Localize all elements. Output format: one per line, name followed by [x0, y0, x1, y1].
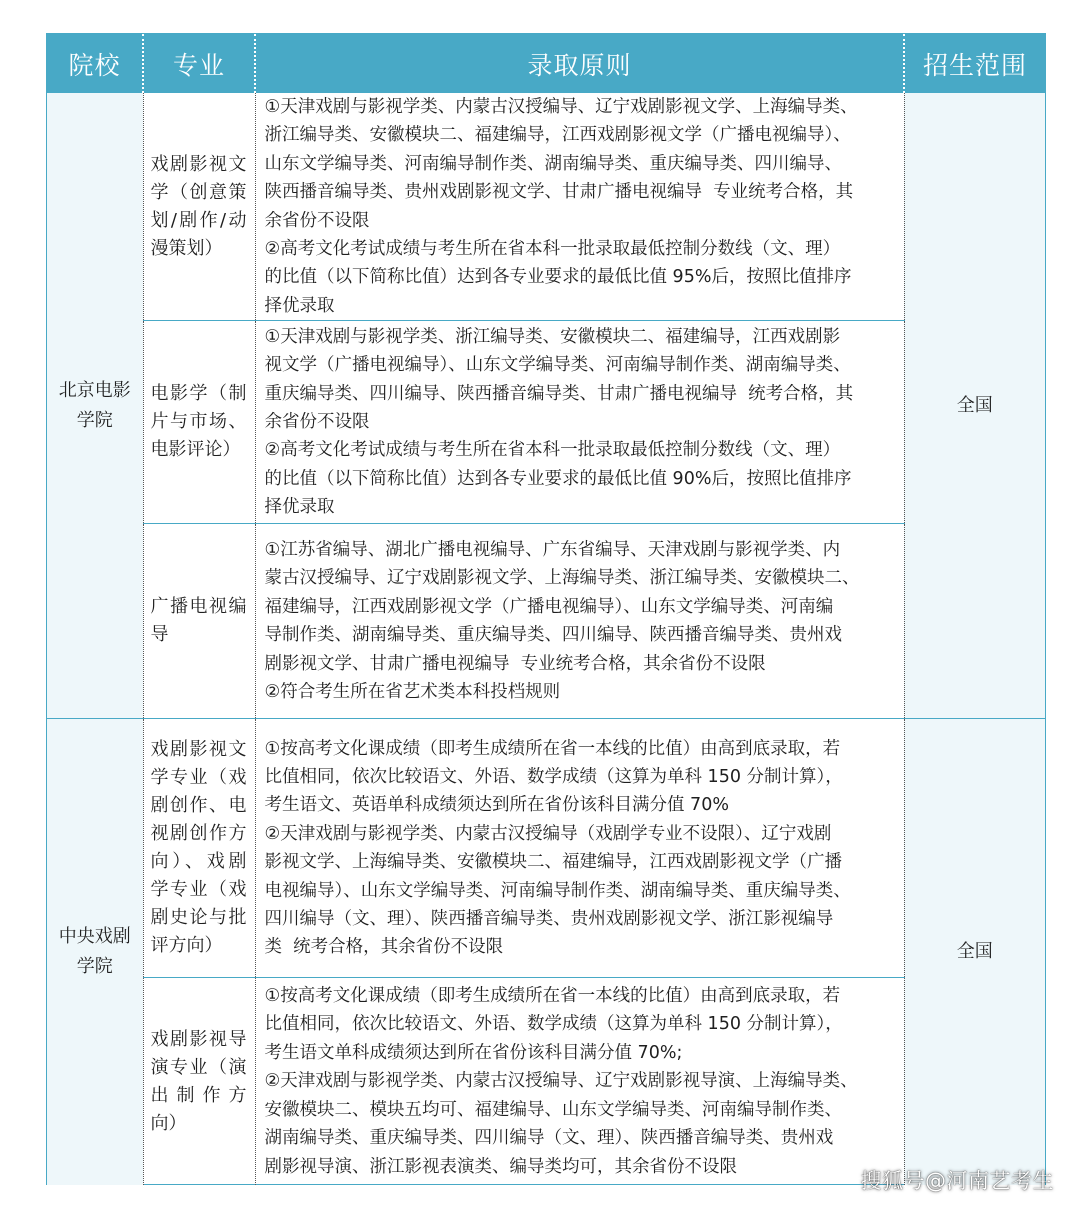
header-school: 院校	[47, 34, 143, 93]
rule-line: 山东文学编导类、河南编导制作类、湖南编导类、重庆编导类、四川编导、	[264, 153, 842, 174]
school-cell: 中央戏剧学院	[47, 719, 143, 1185]
rule-line: 的比值（以下简称比值）达到各专业要求的最低比值 95%后，按照比值排序	[264, 267, 852, 288]
scope-cell: 全国	[904, 93, 1045, 719]
rule-line: 剧影视导演、浙江影视表演类、编导类均可，其余省份不设限	[264, 1156, 737, 1177]
rule-line: 四川编导（文、理）、陕西播音编导类、贵州戏剧影视文学、浙江影视编导	[264, 909, 834, 930]
major-cell: 广播电视编导	[143, 524, 255, 719]
table-row	[47, 978, 1045, 1185]
rule-line: ②符合考生所在省艺术类本科投档规则	[264, 682, 561, 703]
table-row	[47, 321, 1045, 524]
major-cell: 戏剧影视文学专业（戏剧创作、电视剧创作方向）、戏剧学专业（戏剧史论与批评方向）	[143, 719, 255, 978]
rule-line: 导制作类、湖南编导类、重庆编导类、四川编导、陕西播音编导类、贵州戏	[264, 625, 842, 646]
rule-line: ②高考文化考试成绩与考生所在省本科一批录取最低控制分数线（文、理）	[264, 239, 841, 260]
rule-line: 重庆编导类、四川编导、陕西播音编导类、甘肃广播电视编导 统考合格，其	[264, 383, 854, 404]
rule-line: 福建编导，江西戏剧影视文学（广播电视编导）、山东文学编导类、河南编	[264, 596, 834, 617]
rule-cell	[255, 93, 904, 321]
admission-table	[47, 34, 1045, 1185]
rule-line: ①按高考文化课成绩（即考生成绩所在省一本线的比值）由高到底录取，若	[264, 738, 841, 759]
rule-line: 浙江编导类、安徽模块二、福建编导，江西戏剧影视文学（广播电视编导）、	[264, 125, 851, 146]
major-cell: 电影学（制片与市场、电影评论）	[143, 321, 255, 524]
watermark: 搜狐号@河南艺考生	[860, 1169, 1054, 1193]
rule-cell	[255, 524, 904, 719]
rule-line: ②天津戏剧与影视学类、内蒙古汉授编导（戏剧学专业不设限）、辽宁戏剧	[264, 823, 832, 844]
rule-line: 余省份不设限	[264, 210, 370, 231]
rule-line: ①天津戏剧与影视学类、浙江编导类、安徽模块二、福建编导，江西戏剧影	[264, 326, 841, 347]
major-cell: 戏剧影视文学（创意策划/剧作/动漫策划）	[143, 93, 255, 321]
table-header-row	[47, 34, 1045, 93]
rule-line: ①天津戏剧与影视学类、内蒙古汉授编导、辽宁戏剧影视文学、上海编导类、	[264, 97, 858, 117]
rule-line: 余省份不设限	[264, 412, 370, 433]
header-major: 专业	[143, 34, 255, 93]
rule-cell	[255, 978, 904, 1185]
scope-cell: 全国	[904, 719, 1045, 1185]
header-rule: 录取原则	[255, 34, 904, 93]
rule-line: ①江苏省编导、湖北广播电视编导、广东省编导、天津戏剧与影视学类、内	[264, 540, 841, 561]
school-cell: 北京电影学院	[47, 93, 143, 719]
rule-line: 比值相同，依次比较语文、外语、数学成绩（这算为单科 150 分制计算），	[264, 767, 843, 788]
rule-line: 的比值（以下简称比值）达到各专业要求的最低比值 90%后，按照比值排序	[264, 468, 852, 489]
rule-line: 择优录取	[264, 497, 335, 518]
table-row	[47, 93, 1045, 321]
rule-line: 考生语文单科成绩须达到所在省份该科目满分值 70%;	[264, 1042, 683, 1063]
rule-line: 比值相同，依次比较语文、外语、数学成绩（这算为单科 150 分制计算），	[264, 1014, 843, 1035]
header-scope: 招生范围	[904, 34, 1045, 93]
rule-line: ②高考文化考试成绩与考生所在省本科一批录取最低控制分数线（文、理）	[264, 440, 841, 461]
rule-line: ①按高考文化课成绩（即考生成绩所在省一本线的比值）由高到底录取，若	[264, 986, 841, 1007]
rule-cell	[255, 321, 904, 524]
rule-line: 择优录取	[264, 295, 335, 316]
table-row	[47, 524, 1045, 719]
rule-line: 安徽模块二、模块五均可、福建编导、山东文学编导类、河南编导制作类、	[264, 1099, 842, 1120]
rule-line: 视文学（广播电视编导）、山东文学编导类、河南编导制作类、湖南编导类、	[264, 355, 851, 376]
rule-line: 剧影视文学、甘肃广播电视编导 专业统考合格，其余省份不设限	[264, 653, 766, 674]
rule-line: 类 统考合格，其余省份不设限	[264, 937, 504, 958]
rule-line: 陕西播音编导类、贵州戏剧影视文学、甘肃广播电视编导 专业统考合格，其	[264, 182, 854, 203]
table-row	[47, 719, 1045, 978]
rule-line: 影视文学、上海编导类、安徽模块二、福建编导，江西戏剧影视文学（广播	[264, 852, 842, 873]
admission-table-frame	[46, 33, 1046, 1185]
rule-line: 考生语文、英语单科成绩须达到所在省份该科目满分值 70%	[264, 795, 729, 816]
rule-cell	[255, 719, 904, 978]
major-cell: 戏剧影视导演专业（演出制作方向）	[143, 978, 255, 1185]
rule-line: 蒙古汉授编导、辽宁戏剧影视文学、上海编导类、浙江编导类、安徽模块二、	[264, 568, 860, 589]
rule-line: 湖南编导类、重庆编导类、四川编导（文、理）、陕西播音编导类、贵州戏	[264, 1128, 834, 1149]
rule-line: ②天津戏剧与影视学类、内蒙古汉授编导、辽宁戏剧影视导演、上海编导类、	[264, 1071, 858, 1092]
rule-line: 电视编导）、山东文学编导类、河南编导制作类、湖南编导类、重庆编导类、	[264, 880, 851, 901]
